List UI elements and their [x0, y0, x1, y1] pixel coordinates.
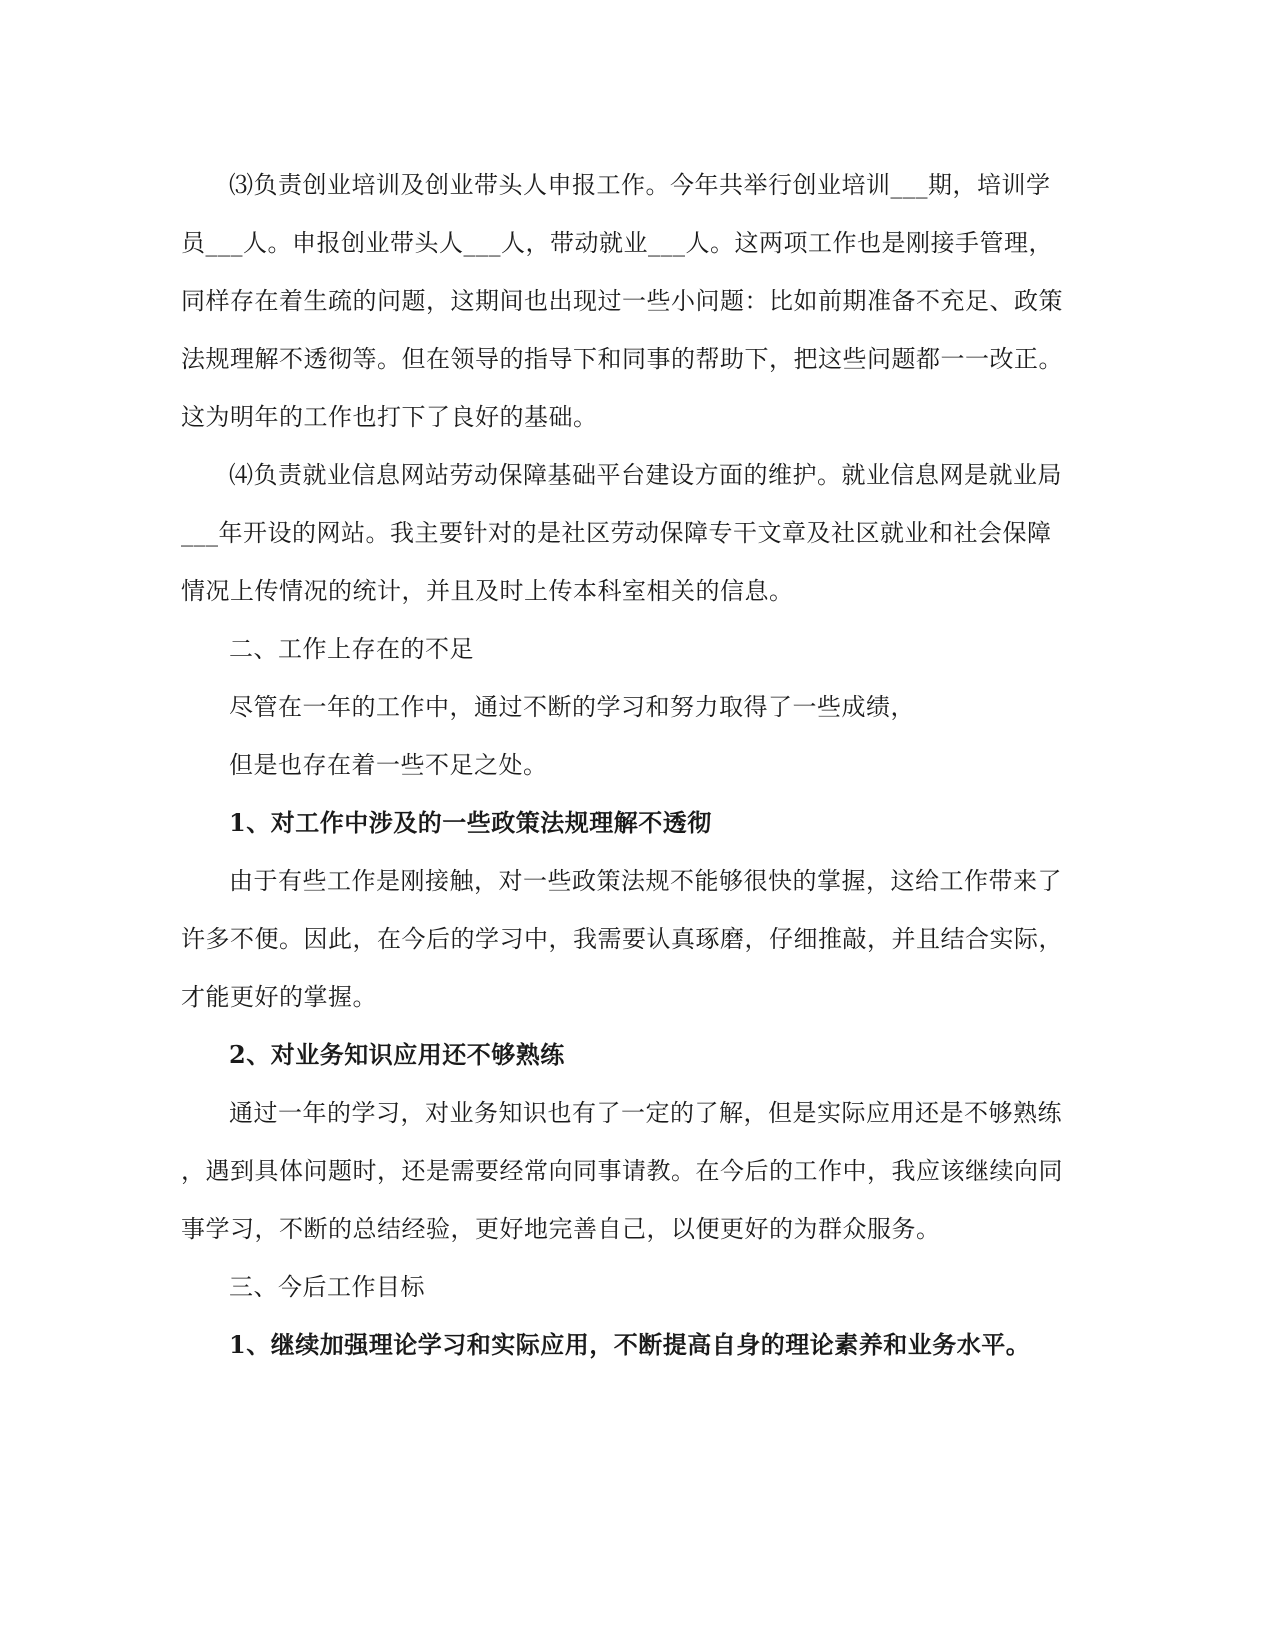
text-line: 但是也存在着一些不足之处。: [229, 751, 548, 779]
section-2-heading: 二、工作上存在的不足: [229, 635, 474, 663]
text-line: 通过一年的学习，对业务知识也有了一定的了解，但是实际应用还是不够熟练: [229, 1099, 1062, 1127]
item-1-body: [181, 852, 1063, 1026]
section-3-heading: 三、今后工作目标: [229, 1273, 425, 1301]
paragraph-item-4: [181, 446, 1062, 620]
item-2-heading: 2、对业务知识应用还不够熟练: [229, 1040, 565, 1069]
text-line: ___年开设的网站。我主要针对的是社区劳动保障专干文章及社区就业和社会保障: [181, 519, 1052, 547]
text-line: ⑷负责就业信息网站劳动保障基础平台建设方面的维护。就业信息网是就业局: [229, 461, 1062, 489]
paragraph-item-3: [181, 156, 1063, 446]
text-line: 事学习，不断的总结经验，更好地完善自己，以便更好的为群众服务。: [181, 1215, 941, 1243]
text-line: 许多不便。因此，在今后的学习中，我需要认真琢磨，仔细推敲，并且结合实际，: [181, 925, 1063, 953]
goal-1: 1、继续加强理论学习和实际应用，不断提高自身的理论素养和业务水平。: [229, 1330, 1031, 1359]
text-line: 法规理解不透彻等。但在领导的指导下和同事的帮助下，把这些问题都一一改正。: [181, 345, 1063, 373]
text-line: 由于有些工作是刚接触，对一些政策法规不能够很快的掌握，这给工作带来了: [229, 867, 1062, 895]
item-1-heading: 1、对工作中涉及的一些政策法规理解不透彻: [229, 808, 712, 837]
text-line: 尽管在一年的工作中，通过不断的学习和努力取得了一些成绩，: [229, 693, 915, 721]
item-2-body: [181, 1084, 1063, 1258]
text-line: 员___人。申报创业带头人___人，带动就业___人。这两项工作也是刚接手管理，: [181, 229, 1053, 257]
section-2-intro: [181, 678, 1051, 794]
text-line: 情况上传情况的统计，并且及时上传本科室相关的信息。: [181, 577, 794, 605]
text-line: 才能更好的掌握。: [181, 983, 377, 1011]
text-line: ，遇到具体问题时，还是需要经常向同事请教。在今后的工作中，我应该继续向同: [181, 1157, 1063, 1185]
text-line: ⑶负责创业培训及创业带头人申报工作。今年共举行创业培训___期，培训学: [229, 171, 1051, 199]
document-page: [181, 156, 1063, 1374]
text-line: 同样存在着生疏的问题，这期间也出现过一些小问题：比如前期准备不充足、政策: [181, 287, 1063, 315]
text-line: 这为明年的工作也打下了良好的基础。: [181, 403, 598, 431]
